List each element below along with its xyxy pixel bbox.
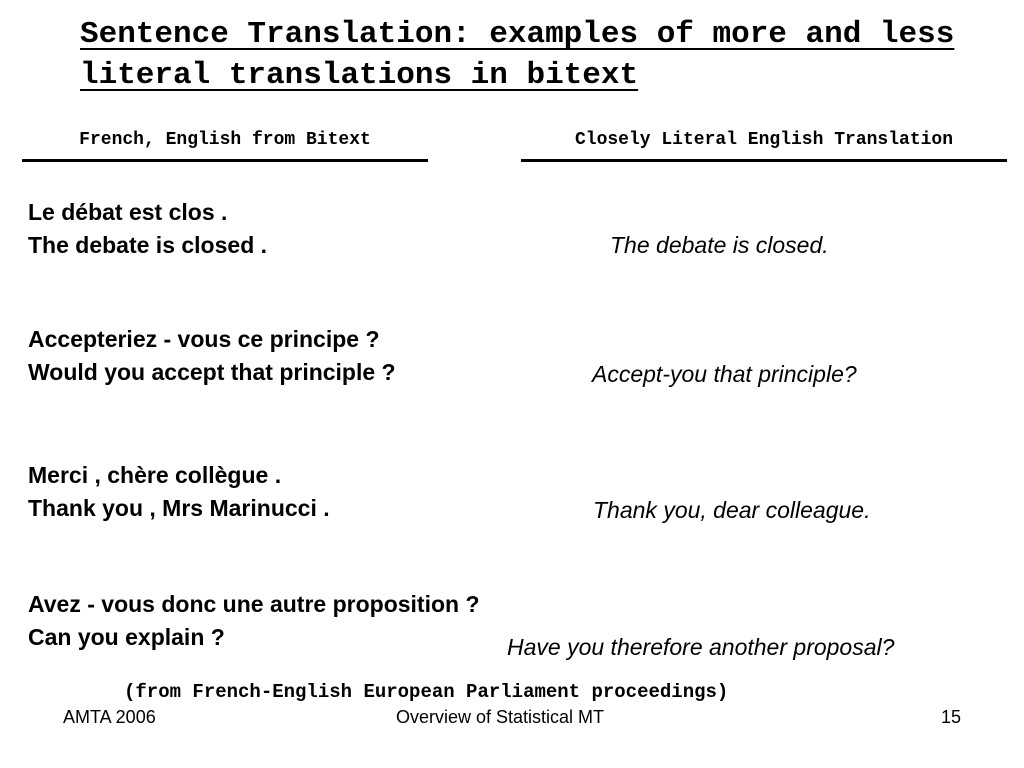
slide-title-text: Sentence Translation: examples of more and less literal translations in bitext [80, 17, 955, 93]
french-sentence: Avez - vous donc une autre proposition ? [28, 591, 480, 617]
english-sentence: Would you accept that principle ? [28, 359, 396, 385]
english-sentence: Thank you , Mrs Marinucci . [28, 495, 330, 521]
column-header-bitext: French, English from Bitext [22, 129, 428, 162]
french-sentence: Merci , chère collègue . [28, 462, 282, 488]
example-pair-4 [28, 588, 480, 654]
source-note: (from French-English European Parliament proceedings) [124, 681, 729, 703]
footer-presentation-title: Overview of Statistical MT [396, 707, 605, 727]
english-sentence: Can you explain ? [28, 624, 225, 650]
example-pair-1 [28, 196, 267, 262]
literal-translation-1: The debate is closed. [610, 232, 829, 258]
footer-page-number: 15 [941, 707, 962, 727]
example-pair-2 [28, 323, 396, 389]
footer-conference: AMTA 2006 [63, 707, 156, 727]
french-sentence: Accepteriez - vous ce principe ? [28, 326, 380, 352]
french-sentence: Le débat est clos . [28, 199, 228, 225]
slide-title [80, 14, 980, 96]
literal-translation-2: Accept-you that principle? [592, 361, 857, 387]
example-pair-3 [28, 459, 330, 525]
column-header-literal: Closely Literal English Translation [521, 129, 1007, 162]
literal-translation-4: Have you therefore another proposal? [507, 634, 895, 660]
english-sentence: The debate is closed . [28, 232, 268, 258]
literal-translation-3: Thank you, dear colleague. [593, 497, 871, 523]
